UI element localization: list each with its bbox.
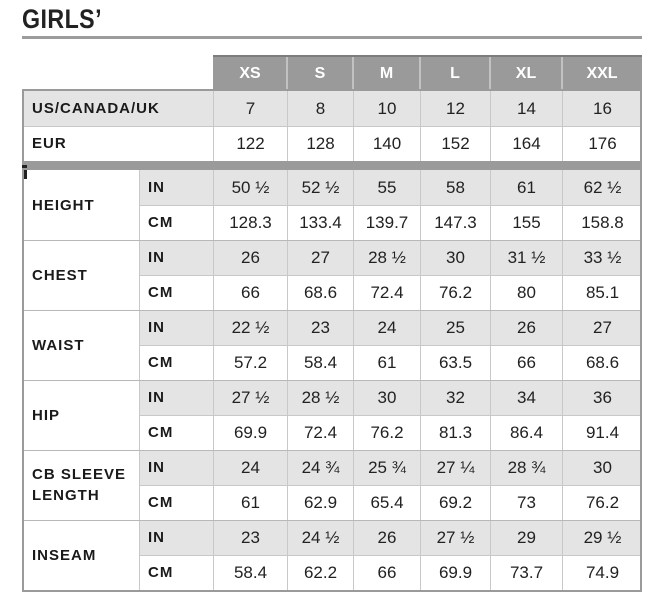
size-value-cell: 55 (353, 170, 420, 205)
size-header-separator (286, 57, 288, 91)
size-value-cell: 33 ½ (562, 240, 642, 275)
conversion-block-frame (22, 89, 642, 163)
size-value-cell: 25 (420, 310, 490, 345)
size-value-cell: 8 (287, 91, 353, 126)
size-value-cell: 86.4 (490, 415, 562, 450)
size-value-cell: 29 ½ (562, 520, 642, 555)
size-value-cell: 76.2 (353, 415, 420, 450)
size-value-cell: 23 (287, 310, 353, 345)
size-value-cell: 73 (490, 485, 562, 520)
size-header-separator (489, 57, 491, 91)
size-value-cell: 28 ½ (353, 240, 420, 275)
size-value-cell: 24 (353, 310, 420, 345)
size-value-cell: 58.4 (287, 345, 353, 380)
size-header-separator (561, 57, 563, 91)
size-value-cell: 68.6 (562, 345, 642, 380)
size-value-cell: 36 (562, 380, 642, 415)
size-value-cell: 176 (562, 126, 642, 161)
size-value-cell: 61 (353, 345, 420, 380)
size-value-cell: 152 (420, 126, 490, 161)
size-value-cell: 58 (420, 170, 490, 205)
unit-label: IN (148, 459, 165, 476)
size-value-cell: 27 (562, 310, 642, 345)
measurement-label-line: CB SLEEVE (32, 466, 127, 483)
unit-label: CM (148, 284, 174, 301)
size-value-cell: 76.2 (420, 275, 490, 310)
size-value-cell: 28 ½ (287, 380, 353, 415)
size-value-cell: 133.4 (287, 205, 353, 240)
page-title: GIRLS’ (22, 4, 102, 34)
size-value-cell: 140 (353, 126, 420, 161)
size-value-cell: 16 (562, 91, 642, 126)
size-value-cell: 22 ½ (213, 310, 287, 345)
size-value-cell: 7 (213, 91, 287, 126)
size-value-cell: 26 (490, 310, 562, 345)
size-value-cell: 27 ½ (213, 380, 287, 415)
size-value-cell: 61 (213, 485, 287, 520)
size-value-cell: 23 (213, 520, 287, 555)
size-value-cell: 30 (353, 380, 420, 415)
size-value-cell: 72.4 (353, 275, 420, 310)
size-value-cell: 128 (287, 126, 353, 161)
size-value-cell: 27 ¼ (420, 450, 490, 485)
unit-label: IN (148, 529, 165, 546)
size-value-cell: 147.3 (420, 205, 490, 240)
size-value-cell: 69.9 (420, 555, 490, 590)
unit-label: CM (148, 494, 174, 511)
size-header-xl: XL (515, 65, 537, 82)
size-value-cell: 69.2 (420, 485, 490, 520)
size-value-cell: 12 (420, 91, 490, 126)
size-value-cell: 26 (353, 520, 420, 555)
conversion-row-label: EUR (32, 135, 67, 152)
size-header-s: S (314, 65, 326, 82)
measurement-label-line: INSEAM (32, 546, 97, 564)
size-value-cell: 29 (490, 520, 562, 555)
measurement-label-line: HIP (32, 406, 61, 424)
size-value-cell: 61 (490, 170, 562, 205)
size-value-cell: 164 (490, 126, 562, 161)
size-value-cell: 73.7 (490, 555, 562, 590)
size-header-separator (419, 57, 421, 91)
measurement-block-frame (22, 168, 642, 592)
size-header-xxl: XXL (586, 65, 618, 82)
size-value-cell: 85.1 (562, 275, 642, 310)
size-value-cell: 80 (490, 275, 562, 310)
size-value-cell: 66 (213, 275, 287, 310)
size-value-cell: 68.6 (287, 275, 353, 310)
size-value-cell: 34 (490, 380, 562, 415)
measurement-label-line: WAIST (32, 336, 85, 354)
unit-label: CM (148, 424, 174, 441)
size-value-cell: 69.9 (213, 415, 287, 450)
size-value-cell: 58.4 (213, 555, 287, 590)
unit-label: IN (148, 179, 165, 196)
size-value-cell: 62 ½ (562, 170, 642, 205)
unit-label: IN (148, 319, 165, 336)
unit-label: IN (148, 389, 165, 406)
size-value-cell: 62.2 (287, 555, 353, 590)
size-value-cell: 52 ½ (287, 170, 353, 205)
size-value-cell: 25 ¾ (353, 450, 420, 485)
size-value-cell: 74.9 (562, 555, 642, 590)
size-header-m: M (379, 65, 394, 82)
size-value-cell: 14 (490, 91, 562, 126)
unit-label: CM (148, 214, 174, 231)
size-value-cell: 81.3 (420, 415, 490, 450)
size-value-cell: 63.5 (420, 345, 490, 380)
size-value-cell: 26 (213, 240, 287, 275)
size-value-cell: 27 (287, 240, 353, 275)
size-value-cell: 65.4 (353, 485, 420, 520)
size-value-cell: 31 ½ (490, 240, 562, 275)
size-value-cell: 158.8 (562, 205, 642, 240)
size-value-cell: 122 (213, 126, 287, 161)
size-header-l: L (450, 65, 460, 82)
size-value-cell: 10 (353, 91, 420, 126)
unit-label: IN (148, 249, 165, 266)
size-value-cell: 50 ½ (213, 170, 287, 205)
size-value-cell: 24 ¾ (287, 450, 353, 485)
size-value-cell: 66 (353, 555, 420, 590)
conversion-row-label: US/CANADA/UK (32, 100, 160, 117)
size-value-cell: 24 (213, 450, 287, 485)
size-header-xs: XS (239, 65, 261, 82)
size-value-cell: 27 ½ (420, 520, 490, 555)
size-value-cell: 155 (490, 205, 562, 240)
size-value-cell: 66 (490, 345, 562, 380)
title-divider (22, 36, 642, 39)
size-value-cell: 30 (420, 240, 490, 275)
size-value-cell: 72.4 (287, 415, 353, 450)
unit-label: CM (148, 564, 174, 581)
size-value-cell: 24 ½ (287, 520, 353, 555)
size-value-cell: 30 (562, 450, 642, 485)
measurement-label-line: LENGTH (32, 487, 100, 504)
measurement-label-line: CHEST (32, 266, 88, 284)
measurement-label-line: HEIGHT (32, 196, 95, 214)
size-value-cell: 62.9 (287, 485, 353, 520)
size-value-cell: 32 (420, 380, 490, 415)
size-value-cell: 57.2 (213, 345, 287, 380)
size-header-separator (352, 57, 354, 91)
size-value-cell: 139.7 (353, 205, 420, 240)
unit-label: CM (148, 354, 174, 371)
size-value-cell: 28 ¾ (490, 450, 562, 485)
size-value-cell: 76.2 (562, 485, 642, 520)
size-value-cell: 91.4 (562, 415, 642, 450)
size-value-cell: 128.3 (213, 205, 287, 240)
